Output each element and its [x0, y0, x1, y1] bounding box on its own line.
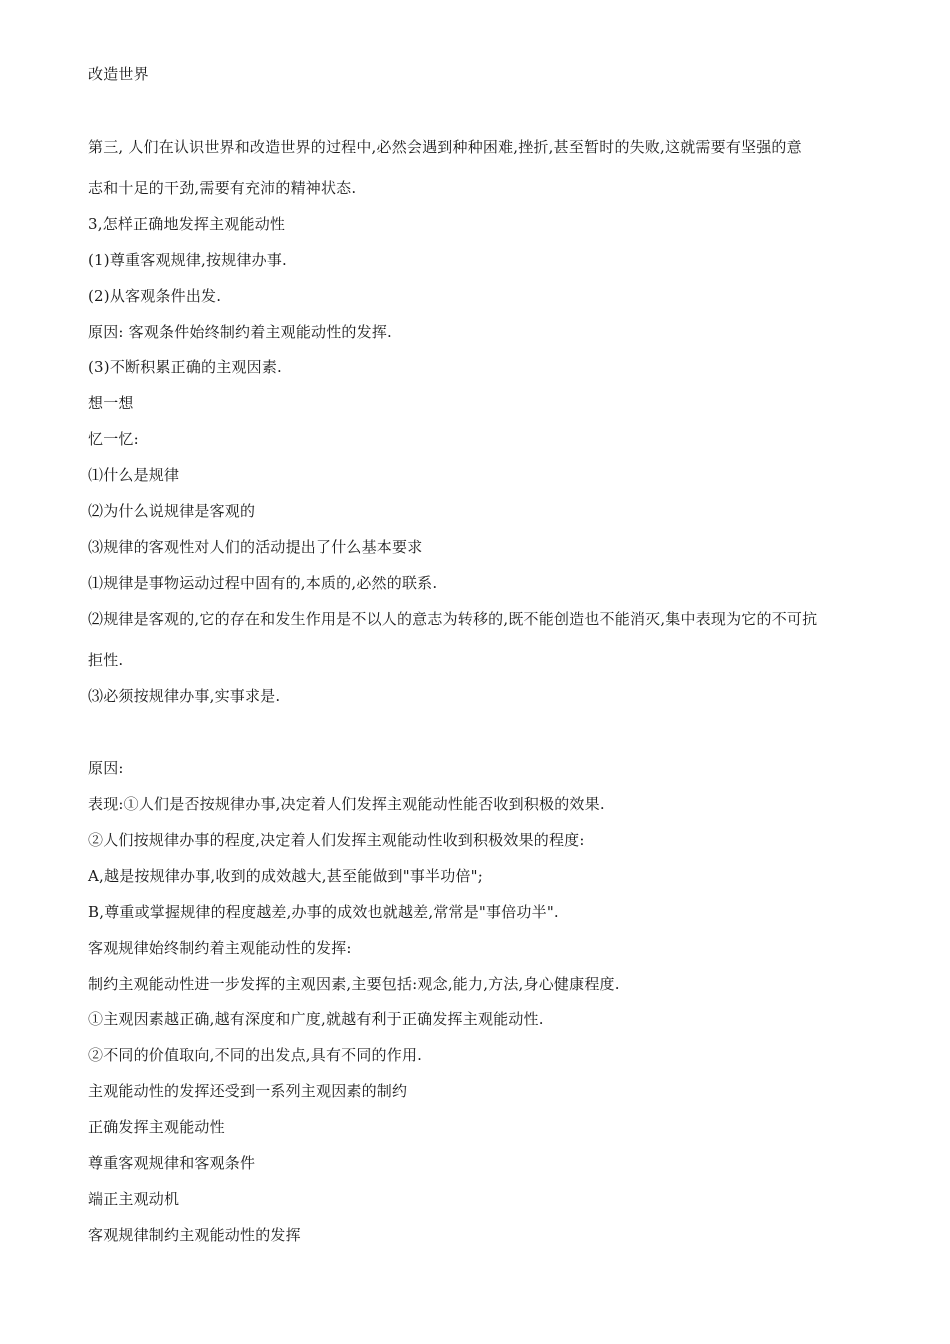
text-line: ②不同的价值取向,不同的出发点,具有不同的作用. — [88, 1046, 423, 1064]
text-line: ⑵为什么说规律是客观的 — [88, 502, 256, 520]
text-line: (2)从客观条件出发. — [88, 287, 222, 305]
text-line: B,尊重或掌握规律的程度越差,办事的成效也就越差,常常是"事倍功半". — [88, 903, 559, 921]
text-line: ①主观因素越正确,越有深度和广度,就越有利于正确发挥主观能动性. — [88, 1010, 544, 1028]
text-line: 表现:①人们是否按规律办事,决定着人们发挥主观能动性能否收到积极的效果. — [88, 795, 605, 813]
text-line: 主观能动性的发挥还受到一系列主观因素的制约 — [88, 1082, 408, 1100]
text-line: 客观规律制约主观能动性的发挥 — [88, 1226, 301, 1244]
text-line: 志和十足的干劲,需要有充沛的精神状态. — [88, 179, 357, 197]
text-line: 制约主观能动性进一步发挥的主观因素,主要包括:观念,能力,方法,身心健康程度. — [88, 975, 620, 993]
text-line: ⑵规律是客观的,它的存在和发生作用是不以人的意志为转移的,既不能创造也不能消灭,集中表现为它的不可抗 — [88, 610, 818, 628]
text-line: 忆一忆: — [88, 430, 139, 448]
text-line: 改造世界 — [88, 65, 149, 83]
text-line: ⑶必须按规律办事,实事求是. — [88, 687, 281, 705]
text-line: 3,怎样正确地发挥主观能动性 — [88, 215, 286, 233]
text-line: A,越是按规律办事,收到的成效越大,甚至能做到"事半功倍"; — [88, 867, 483, 885]
text-line: 原因: — [88, 759, 124, 777]
text-line: 想一想 — [88, 394, 134, 412]
text-line: 第三, 人们在认识世界和改造世界的过程中,必然会遇到种种困难,挫折,甚至暂时的失败,这就需要有坚强的意 — [88, 138, 802, 156]
text-line: ⑴什么是规律 — [88, 466, 180, 484]
text-line: 客观规律始终制约着主观能动性的发挥: — [88, 939, 352, 957]
text-line: (3)不断积累正确的主观因素. — [88, 358, 283, 376]
text-line: 端正主观动机 — [88, 1190, 180, 1208]
text-line: ⑶规律的客观性对人们的活动提出了什么基本要求 — [88, 538, 423, 556]
text-line: 正确发挥主观能动性 — [88, 1118, 225, 1136]
text-line: ⑴规律是事物运动过程中固有的,本质的,必然的联系. — [88, 574, 438, 592]
text-line: 尊重客观规律和客观条件 — [88, 1154, 256, 1172]
text-line: ②人们按规律办事的程度,决定着人们发挥主观能动性收到积极效果的程度: — [88, 831, 585, 849]
text-line: 原因: 客观条件始终制约着主观能动性的发挥. — [88, 323, 392, 341]
text-line: 拒性. — [88, 651, 124, 669]
text-line: (1)尊重客观规律,按规律办事. — [88, 251, 287, 269]
